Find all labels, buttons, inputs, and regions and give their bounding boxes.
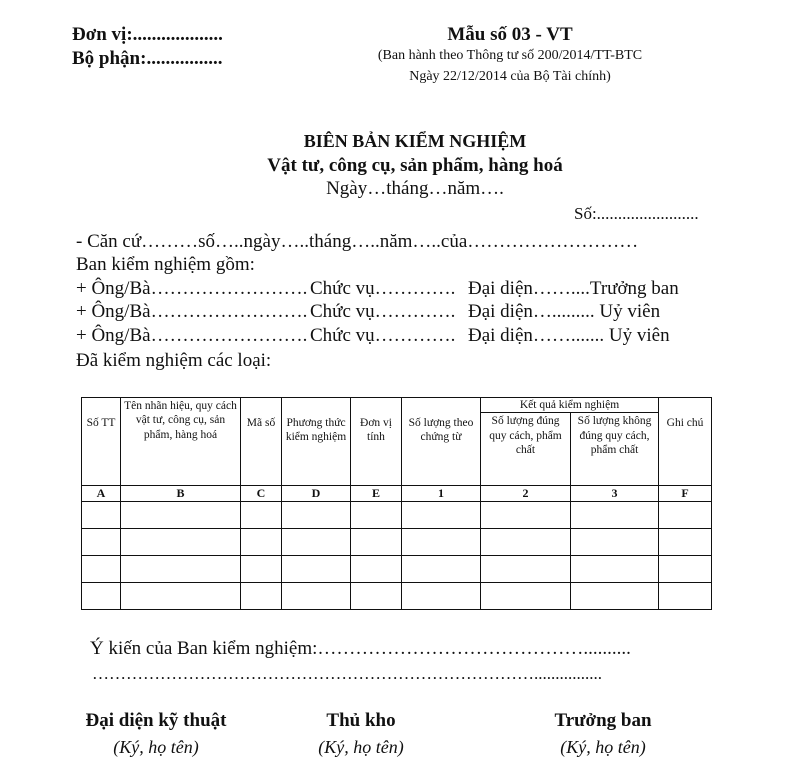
- column-letter: 1: [402, 486, 481, 502]
- unit-field: Đơn vị:...................: [72, 24, 223, 45]
- signature-title-storekeeper: Thủ kho: [326, 710, 396, 731]
- inspected-heading: Đã kiểm nghiệm các loại:: [76, 350, 272, 371]
- table-row: [82, 583, 712, 610]
- table-row: [82, 502, 712, 529]
- signature-note: (Ký, họ tên): [560, 737, 646, 757]
- legal-basis-line-1: (Ban hành theo Thông tư số 200/2014/TT-BTC: [377, 48, 643, 63]
- column-letter: 3: [571, 486, 659, 502]
- inspection-table: [81, 397, 712, 610]
- form-number: Mẫu số 03 - VT: [447, 24, 573, 45]
- column-letter: E: [351, 486, 402, 502]
- committee-heading: Ban kiểm nghiệm gồm:: [76, 254, 255, 275]
- column-letter: 2: [481, 486, 571, 502]
- committee-opinion: Ý kiến của Ban kiểm nghiệm:……………………………………..........: [90, 638, 631, 659]
- member-role: Đại diện…......... Uỷ viên: [468, 301, 661, 322]
- signature-title-chairman: Trưởng ban: [554, 710, 652, 731]
- column-letter: D: [282, 486, 351, 502]
- header-code: Mã số: [241, 398, 282, 486]
- column-letter: C: [241, 486, 282, 502]
- column-letter: F: [659, 486, 712, 502]
- department-field: Bộ phận:................: [72, 48, 223, 69]
- header-result: Kết quả kiểm nghiệm: [481, 398, 659, 413]
- column-letter: A: [82, 486, 121, 502]
- header-qty-doc: Số lượng theo chứng từ: [402, 398, 481, 486]
- document-date: Ngày…tháng…năm….: [326, 178, 504, 199]
- header-qty-notok: Số lượng không đúng quy cách, phẩm chất: [571, 413, 659, 486]
- member-position: Chức vụ………….: [310, 301, 456, 322]
- member-position: Chức vụ………….: [310, 325, 456, 346]
- committee-opinion-continued: ……………………………………………………………………................: [92, 664, 602, 683]
- member-name: + Ông/Bà…………………….: [76, 278, 308, 299]
- header-qty-ok: Số lượng đúng quy cách, phẩm chất: [481, 413, 571, 486]
- document-number: Số:........................: [574, 204, 699, 223]
- column-letter: B: [121, 486, 241, 502]
- header-method: Phương thức kiểm nghiệm: [282, 398, 351, 486]
- signature-note: (Ký, họ tên): [113, 737, 199, 757]
- document-subtitle: Vật tư, công cụ, sản phẩm, hàng hoá: [267, 155, 563, 176]
- table-row: [82, 556, 712, 583]
- table-row: [82, 529, 712, 556]
- basis-line: - Căn cứ………số…..ngày…..tháng…..năm…..của………………………: [76, 231, 639, 252]
- signature-note: (Ký, họ tên): [318, 737, 404, 757]
- header-stt: Số TT: [82, 398, 121, 486]
- header-note: Ghi chú: [659, 398, 712, 486]
- legal-basis-line-2: Ngày 22/12/2014 của Bộ Tài chính): [409, 69, 611, 84]
- header-unit: Đơn vị tính: [351, 398, 402, 486]
- document-title: BIÊN BẢN KIỂM NGHIỆM: [303, 131, 527, 151]
- header-item-name: Tên nhãn hiệu, quy cách vật tư, công cụ, sản phẩm, hàng hoá: [121, 398, 241, 486]
- member-name: + Ông/Bà…………………….: [76, 301, 308, 322]
- member-position: Chức vụ………….: [310, 278, 456, 299]
- member-role: Đại diện……....Trưởng ban: [468, 278, 679, 299]
- member-name: + Ông/Bà…………………….: [76, 325, 308, 346]
- member-role: Đại diện……....... Uỷ viên: [468, 325, 670, 346]
- signature-title-technical: Đại diện kỹ thuật: [85, 710, 227, 731]
